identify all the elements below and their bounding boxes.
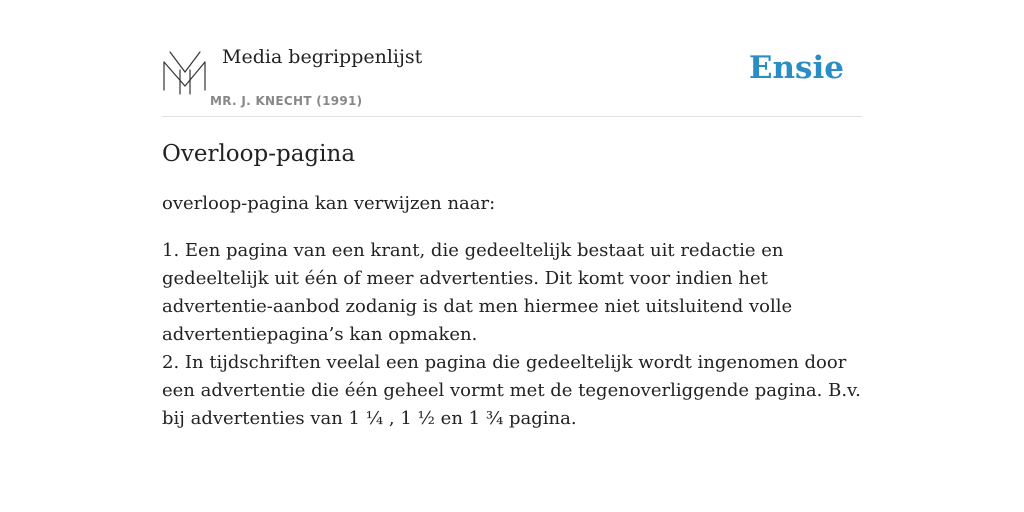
entry-title: Overloop-pagina	[162, 141, 356, 167]
definition-item-1: 1. Een pagina van een krant, die gedeeltelijk bestaat uit redactie en gedeeltelijk uit één of meer advertenties. Dit komt voor indien het advertentie-aanbod zodanig is dat men hiermee niet uitsluitend volle advertentiepagina’s kan opmaken.	[162, 240, 793, 345]
entry-content	[162, 138, 862, 433]
entry-definition	[162, 237, 862, 433]
header	[162, 36, 862, 117]
entry-intro: overloop-pagina kan verwijzen naar:	[162, 193, 496, 214]
book-author: MR. J. KNECHT (1991)	[210, 94, 363, 108]
media-monogram-icon[interactable]	[162, 46, 208, 96]
definition-item-2: 2. In tijdschriften veelal een pagina die gedeeltelijk wordt ingenomen door een advertentie die één geheel vormt met de tegenoverliggende pagina. B.v. bij advertenties van 1 ¼ , 1 ½ en 1 ¾ pagina.	[162, 352, 861, 429]
ensie-logo-link[interactable]: Ensie	[748, 50, 844, 86]
book-title[interactable]: Media begrippenlijst	[222, 46, 423, 68]
